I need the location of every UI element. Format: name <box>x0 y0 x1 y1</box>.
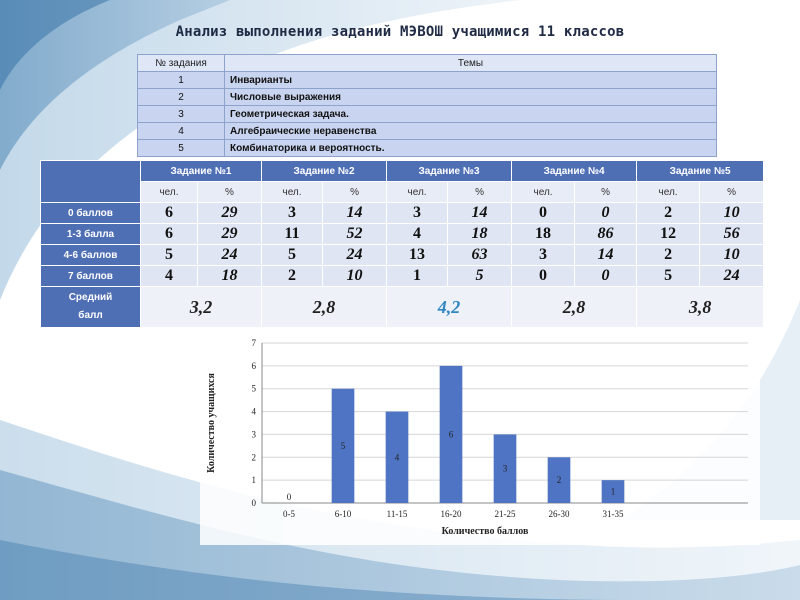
x-tick-label: 21-25 <box>494 509 516 519</box>
percent-cell: 14 <box>575 245 637 266</box>
count-cell: 5 <box>141 245 198 266</box>
score-distribution-chart <box>200 335 760 545</box>
count-cell: 2 <box>637 245 700 266</box>
count-subheader: чел. <box>512 182 575 203</box>
count-cell: 3 <box>387 203 448 224</box>
average-value: 2,8 <box>262 287 387 328</box>
score-range-label: 7 баллов <box>41 266 141 287</box>
percent-cell: 0 <box>575 266 637 287</box>
task-topic: Числовые выражения <box>225 89 717 106</box>
table-row <box>138 106 717 123</box>
average-row <box>41 287 764 328</box>
task-topic: Комбинаторика и вероятность. <box>225 140 717 157</box>
bar-data-label: 1 <box>610 486 616 497</box>
task-number: 3 <box>138 106 225 123</box>
percent-cell: 24 <box>198 245 262 266</box>
count-cell: 3 <box>512 245 575 266</box>
percent-subheader: % <box>198 182 262 203</box>
table-row <box>41 224 764 245</box>
results-sub-header-row <box>41 182 764 203</box>
task-number-header: № задания <box>138 55 225 72</box>
x-tick-label: 16-20 <box>440 509 462 519</box>
count-cell: 6 <box>141 224 198 245</box>
average-label-line-1: Средний <box>68 292 113 303</box>
percent-cell: 0 <box>575 203 637 224</box>
x-tick-label: 26-30 <box>548 509 570 519</box>
task-topic: Алгебраические неравенства <box>225 123 717 140</box>
topics-header-row <box>138 55 717 72</box>
table-row <box>138 89 717 106</box>
y-tick-label: 5 <box>251 383 256 394</box>
count-cell: 0 <box>512 203 575 224</box>
table-row <box>41 266 764 287</box>
bar-data-label: 2 <box>556 475 562 486</box>
count-subheader: чел. <box>387 182 448 203</box>
table-row <box>41 245 764 266</box>
average-label-line-2: балл <box>78 310 103 321</box>
table-row <box>41 203 764 224</box>
percent-subheader: % <box>448 182 512 203</box>
bar-data-label: 0 <box>286 492 292 502</box>
task-number: 2 <box>138 89 225 106</box>
score-range-label: 0 баллов <box>41 203 141 224</box>
topic-header: Темы <box>225 55 717 72</box>
results-table <box>40 160 764 328</box>
average-value: 3,2 <box>141 287 262 328</box>
percent-cell: 24 <box>700 266 764 287</box>
percent-subheader: % <box>323 182 387 203</box>
count-subheader: чел. <box>141 182 198 203</box>
percent-cell: 52 <box>323 224 387 245</box>
task-header: Задание №2 <box>262 161 387 182</box>
x-axis-title: Количество баллов <box>441 526 529 537</box>
count-cell: 11 <box>262 224 323 245</box>
count-cell: 4 <box>387 224 448 245</box>
task-topic: Инварианты <box>225 72 717 89</box>
count-subheader: чел. <box>637 182 700 203</box>
y-tick-label: 4 <box>251 406 256 417</box>
bar-data-label: 3 <box>502 463 508 474</box>
count-subheader: чел. <box>262 182 323 203</box>
table-row <box>138 123 717 140</box>
results-corner <box>41 161 141 203</box>
count-cell: 3 <box>262 203 323 224</box>
percent-subheader: % <box>700 182 764 203</box>
y-tick-label: 6 <box>251 360 256 371</box>
x-tick-label: 31-35 <box>602 509 624 519</box>
percent-cell: 10 <box>700 245 764 266</box>
task-header: Задание №4 <box>512 161 637 182</box>
results-task-header-row <box>41 161 764 182</box>
percent-subheader: % <box>575 182 637 203</box>
count-cell: 18 <box>512 224 575 245</box>
percent-cell: 63 <box>448 245 512 266</box>
count-cell: 6 <box>141 203 198 224</box>
count-cell: 4 <box>141 266 198 287</box>
percent-cell: 56 <box>700 224 764 245</box>
y-axis-title: Количество учащихся <box>206 373 217 473</box>
count-cell: 2 <box>262 266 323 287</box>
task-header: Задание №3 <box>387 161 512 182</box>
count-cell: 5 <box>637 266 700 287</box>
percent-cell: 14 <box>323 203 387 224</box>
average-value: 3,8 <box>637 287 764 328</box>
count-cell: 13 <box>387 245 448 266</box>
bar-data-label: 5 <box>340 440 346 451</box>
count-cell: 2 <box>637 203 700 224</box>
x-tick-label: 0-5 <box>283 509 295 519</box>
table-row <box>138 72 717 89</box>
percent-cell: 18 <box>448 224 512 245</box>
bar-data-label: 6 <box>448 429 454 440</box>
average-value: 2,8 <box>512 287 637 328</box>
percent-cell: 5 <box>448 266 512 287</box>
bar-data-label: 4 <box>394 452 400 463</box>
task-number: 5 <box>138 140 225 157</box>
count-cell: 5 <box>262 245 323 266</box>
count-cell: 12 <box>637 224 700 245</box>
percent-cell: 10 <box>700 203 764 224</box>
score-range-label: 1-3 балла <box>41 224 141 245</box>
task-header: Задание №1 <box>141 161 262 182</box>
table-row <box>138 140 717 157</box>
score-range-label: 4-6 баллов <box>41 245 141 266</box>
task-number: 1 <box>138 72 225 89</box>
percent-cell: 18 <box>198 266 262 287</box>
percent-cell: 10 <box>323 266 387 287</box>
y-tick-label: 7 <box>251 338 256 348</box>
percent-cell: 14 <box>448 203 512 224</box>
results-body <box>41 203 764 287</box>
y-tick-label: 2 <box>251 452 256 463</box>
x-tick-label: 6-10 <box>334 509 352 519</box>
percent-cell: 29 <box>198 224 262 245</box>
topics-table <box>137 54 717 157</box>
y-tick-label: 1 <box>251 475 256 486</box>
page-title: Анализ выполнения заданий МЭВОШ учащимися 11 классов <box>175 24 625 40</box>
y-tick-label: 0 <box>251 498 256 508</box>
x-tick-label: 11-15 <box>386 509 408 519</box>
task-header: Задание №5 <box>637 161 764 182</box>
y-tick-label: 3 <box>251 429 256 440</box>
count-cell: 0 <box>512 266 575 287</box>
percent-cell: 29 <box>198 203 262 224</box>
percent-cell: 24 <box>323 245 387 266</box>
count-cell: 1 <box>387 266 448 287</box>
task-topic: Геометрическая задача. <box>225 106 717 123</box>
task-number: 4 <box>138 123 225 140</box>
average-label <box>41 287 141 328</box>
percent-cell: 86 <box>575 224 637 245</box>
average-value: 4,2 <box>387 287 512 328</box>
